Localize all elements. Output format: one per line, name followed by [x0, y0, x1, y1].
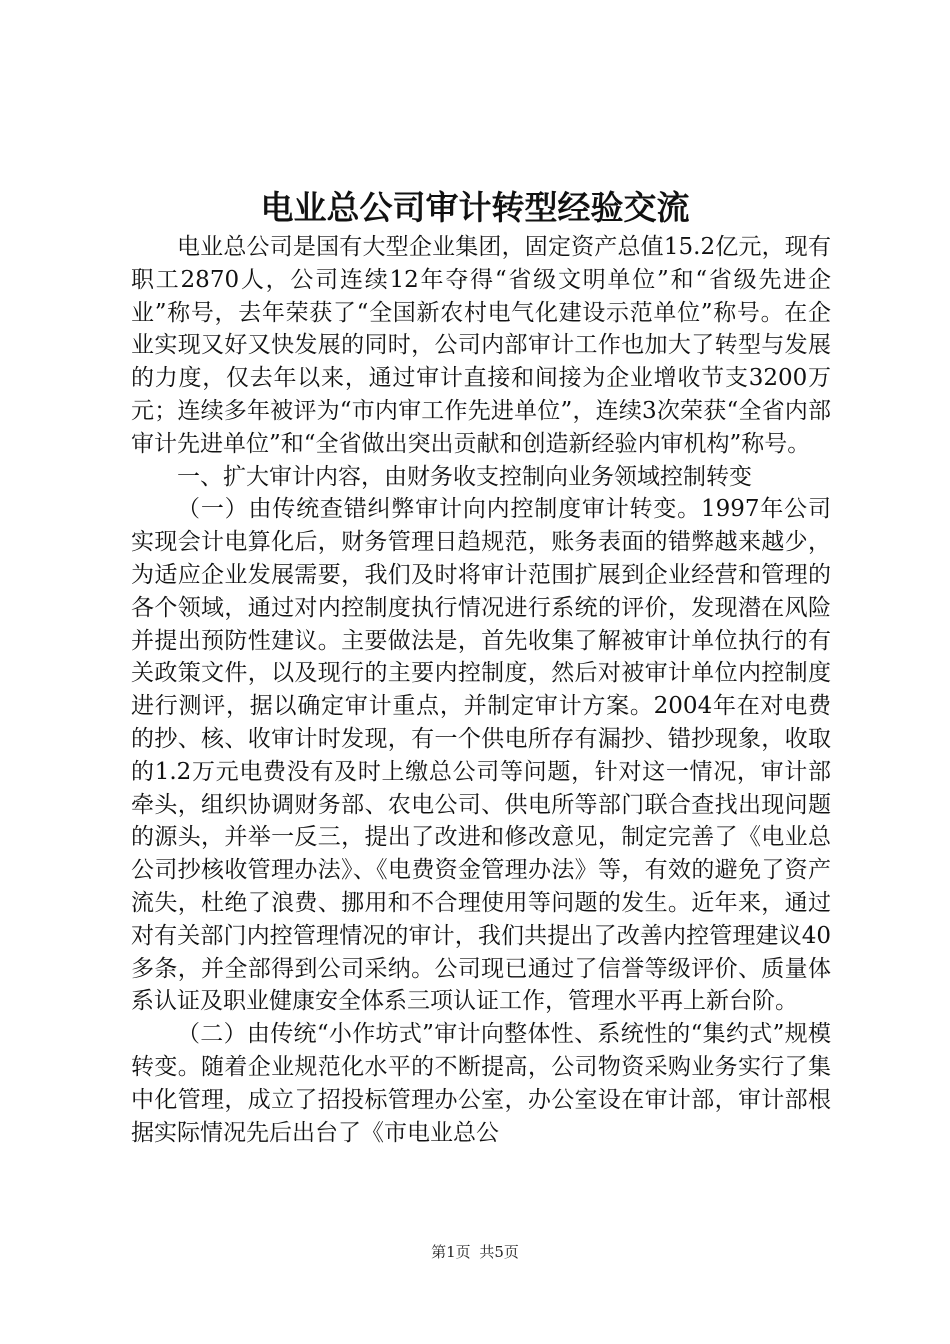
paragraph-subsection-1: （一）由传统查错纠弊审计向内控制度审计转变。1997年公司实现会计电算化后，财务管理日趋规范，账务表面的错弊越来越少，为适应企业发展需要，我们及时将审计范围扩展到企业经营和管理的各个领域，通过对内控制度执行情况进行系统的评价，发现潜在风险并提出预防性建议。主要做法是，首先收集了解被审计单位执行的有关政策文件，以及现行的主要内控制度，然后对被审计单位内控制度进行测评，据以确定审计重点，并制定审计方案。2004年在对电费的抄、核、收审计时发现，有一个供电所存有漏抄、错抄现象，收取的1.2万元电费没有及时上缴总公司等问题，针对这一情况，审计部牵头，组织协调财务部、农电公司、供电所等部门联合查找出现问题的源头，并举一反三，提出了改进和修改意见，制定完善了《电业总公司抄核收管理办法》、《电费资金管理办法》等，有效的避免了资产流失，杜绝了浪费、挪用和不合理使用等问题的发生。近年来，通过对有关部门内控管理情况的审计，我们共提出了改善内控管理建议40多条，并全部得到公司采纳。公司现已通过了信誉等级评价、质量体系认证及职业健康安全体系三项认证工作，管理水平再上新台阶。: [131, 496, 831, 1015]
page-footer: [0, 1242, 950, 1262]
page-total: 共5页: [479, 1243, 519, 1261]
paragraph-intro: 电业总公司是国有大型企业集团，固定资产总值15.2亿元，现有职工2870人，公司连续12年夺得“省级文明单位”和“省级先进企业”称号，去年荣获了“全国新农村电气化建设示范单位”称号。在企业实现又好又快发展的同时，公司内部审计工作也加大了转型与发展的力度，仅去年以来，通过审计直接和间接为企业增收节支3200万元；连续多年被评为“市内审工作先进单位”，连续3次荣获“全省内部审计先进单位”和“全省做出突出贡献和创造新经验内审机构”称号。: [131, 234, 831, 457]
section-heading-1: 一、扩大审计内容，由财务收支控制向业务领域控制转变: [177, 463, 752, 490]
document-title: 电业总公司审计转型经验交流: [260, 188, 690, 227]
paragraph-subsection-2: （二）由传统“小作坊式”审计向整体性、系统性的“集约式”规模转变。随着企业规范化水平的不断提高，公司物资采购业务实行了集中化管理，成立了招投标管理办公室，办公室设在审计部，审计部根据实际情况先后出台了《市电业总公: [131, 1021, 831, 1146]
page-number: 第1页: [431, 1243, 471, 1261]
document-body: [131, 231, 831, 1149]
